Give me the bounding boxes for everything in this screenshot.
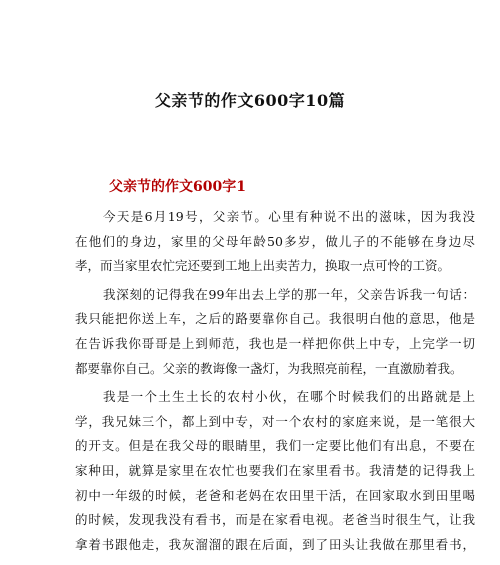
text-line: 我只能把你送上车，之后的路要靠你自己。我很明白他的意思，他是 — [75, 311, 475, 327]
text-line: 我深刻的记得我在99年出去上学的那一年，父亲告诉我一句话： — [103, 286, 475, 302]
text-line: 今天是6月19号，父亲节。心里有种说不出的滋味，因为我没 — [103, 209, 475, 224]
text-line: 都要靠你自己。父亲的教诲像一盏灯，为我照亮前程，一直激励着我。 — [75, 360, 463, 376]
text-line: 在他们的身边，家里的父母年龄50多岁，做儿子的不能够在身边尽 — [75, 233, 475, 249]
section-title: 父亲节的作文600字1 — [109, 179, 246, 195]
text-line: 初中一年级的时候，老爸和老妈在农田里干活，在回家取水到田里喝 — [75, 487, 475, 503]
document-body — [75, 205, 475, 557]
text-line: 学，我兄妹三个，都上到中专，对一个农村的家庭来说，是一笔很大 — [75, 413, 475, 429]
paragraph-3 — [75, 385, 475, 557]
text-line: 的开支。但是在我父母的眼睛里，我们一定要比他们有出息，不要在 — [75, 438, 475, 454]
text-line: 我是一个土生土长的农村小伙，在哪个时候我们的出路就是上 — [103, 389, 475, 405]
text-line: 家种田，就算是家里在农忙也要我们在家里看书。我清楚的记得我上 — [75, 462, 475, 478]
text-line: 孝，而当家里农忙完还要到工地上出卖苦力，换取一点可怜的工资。 — [75, 258, 451, 274]
paragraph-1 — [75, 205, 475, 279]
text-line: 在告诉我你哥哥是上到师范，我也是一样把你供上中专，上完学一切 — [75, 335, 475, 351]
text-line: 的时候，发现我没有看书，而是在家看电视。老爸当时很生气，让我 — [75, 512, 475, 528]
document-title: 父亲节的作文600字10篇 — [154, 91, 346, 110]
text-line: 拿着书跟他走，我灰溜溜的跟在后面，到了田头让我做在那里看书， — [75, 536, 475, 552]
paragraph-2 — [75, 283, 475, 381]
